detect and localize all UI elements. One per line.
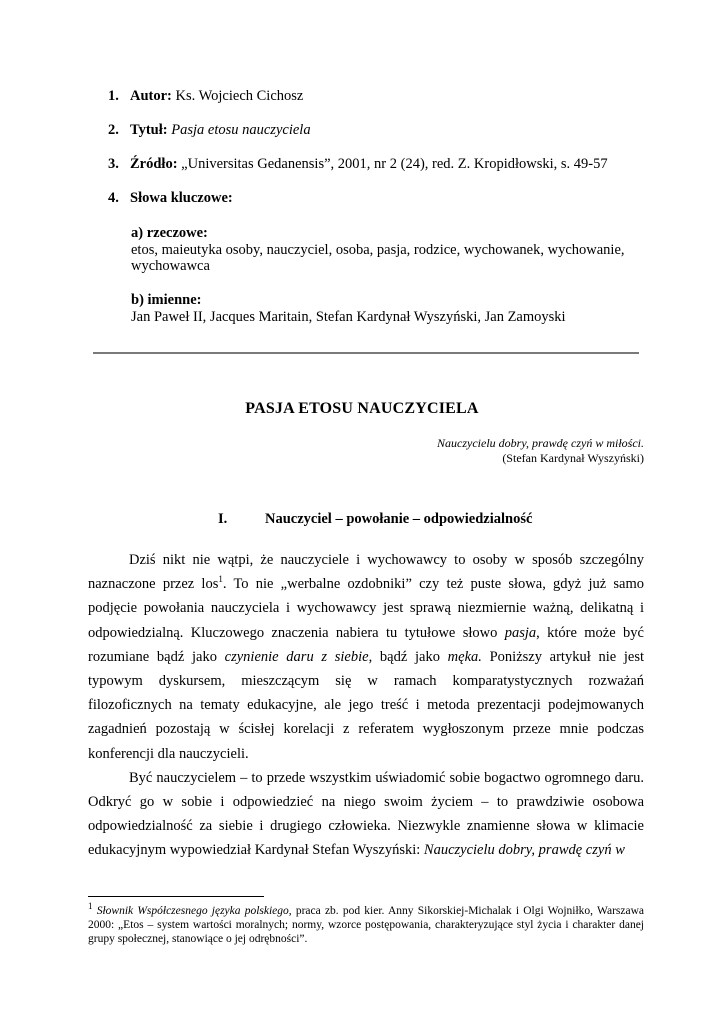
title-value: Pasja etosu nauczyciela — [171, 122, 311, 138]
epigraph-quote-text: Nauczycielu dobry, prawdę czyń w miłości. — [437, 436, 644, 450]
author-label: Autor: — [130, 88, 172, 104]
meta-source — [108, 156, 608, 173]
text-span: Być nauczycielem – to przede wszystkim uświadomić sobie bogactwo ogromnego daru. Odkryć go w sobie i odpowiedzieć na niego swoim życiem – to prawdziwie osobowa odpowiedzialność za siebie i drugiego człowieka. Niezwykle znamienne słowa w klimacie edukacyjnym wypowiedział Kardynał Stefan Wyszyński: — [88, 769, 644, 859]
list-number: 1. — [108, 88, 119, 104]
list-number: 3. — [108, 156, 119, 172]
italic-span: męka. — [447, 648, 482, 665]
italic-span: pasja — [504, 624, 537, 641]
text-span: . To nie „werbalne ozdobniki” czy też puste słowa, gdyż już samo podjęcie powołania nauczyciela i wychowawcy jest sprawą niezmiernie ważną, delikatną i odpowiedzialną. Kluczowego znaczenia nabiera tu tytułowe słowo — [88, 576, 644, 641]
title-label: Tytuł: — [130, 122, 168, 138]
italic-span: Nauczycielu dobry, prawdę czyń w — [423, 842, 625, 859]
keywords-label: Słowa kluczowe: — [130, 190, 233, 206]
article-body — [88, 548, 644, 863]
footnote-mark: 1 — [88, 901, 93, 912]
italic-span: czynienie daru z siebie — [224, 648, 369, 665]
meta-title — [108, 122, 311, 139]
list-number: 4. — [108, 190, 119, 206]
keywords-subject-label: a) rzeczowe: — [131, 225, 208, 241]
footnote-text: , praca zb. pod kier. Anny Sikorskiej-Michalak i Olgi Wojniłko, Warszawa 2000: „Etos – system wartości moralnych; normy, wzorce postępowania, charakteryzujące styl życia i charakter danej grupy społecznej, stanowiące o jej odrębności”. — [88, 905, 644, 945]
section-divider — [93, 352, 639, 354]
text-span: Poniższy artykuł nie jest typowym dyskursem, mieszczącym się w ramach komparatystycznych rozważań filozoficznych na tematy edukacyjne, ale jego treść i metoda prezentacji podejmowanych zagadnień pozostają w ścisłej korelacji z referatem wygłoszonym przeze mnie podczas konferencji dla nauczycieli. — [88, 648, 644, 762]
text-span: , które może być rozumiane bądź jako — [88, 624, 644, 665]
keywords-subject-value: etos, maieutyka osoby, nauczyciel, osoba, pasja, rodzice, wychowanek, wychowanie, wychowawca — [131, 241, 625, 274]
source-label: Źródło: — [130, 156, 178, 172]
footnote-title: Słownik Współczesnego języka polskiego — [96, 905, 289, 917]
keywords-names — [131, 292, 651, 325]
keywords-subject — [131, 225, 651, 275]
keywords-names-label: b) imienne: — [131, 292, 202, 308]
footnote-ref: 1 — [218, 574, 223, 585]
text-span: , bądź jako — [368, 648, 448, 665]
epigraph-author: (Stefan Kardynał Wyszyński) — [502, 451, 644, 465]
section-title: Nauczyciel – powołanie – odpowiedzialność — [265, 511, 533, 527]
article-title: PASJA ETOSU NAUCZYCIELA — [245, 400, 479, 417]
epigraph-quote — [437, 436, 644, 451]
text-span: Dziś nikt nie wątpi, że nauczyciele i wychowawcy to osoby w sposób szczególny naznaczone przez los — [88, 552, 644, 593]
meta-keywords — [108, 190, 233, 207]
list-number: 2. — [108, 122, 119, 138]
keywords-names-value: Jan Paweł II, Jacques Maritain, Stefan Kardynał Wyszyński, Jan Zamoyski — [131, 308, 566, 325]
paragraph-1 — [88, 548, 644, 766]
section-number: I. — [218, 511, 228, 527]
author-value: Ks. Wojciech Cichosz — [171, 88, 304, 104]
footnote-divider — [88, 896, 264, 897]
footnote — [88, 901, 644, 946]
paragraph-2 — [88, 766, 644, 863]
meta-author — [108, 88, 303, 105]
source-value: „Universitas Gedanensis”, 2001, nr 2 (24), red. Z. Kropidłowski, s. 49-57 — [177, 156, 608, 172]
